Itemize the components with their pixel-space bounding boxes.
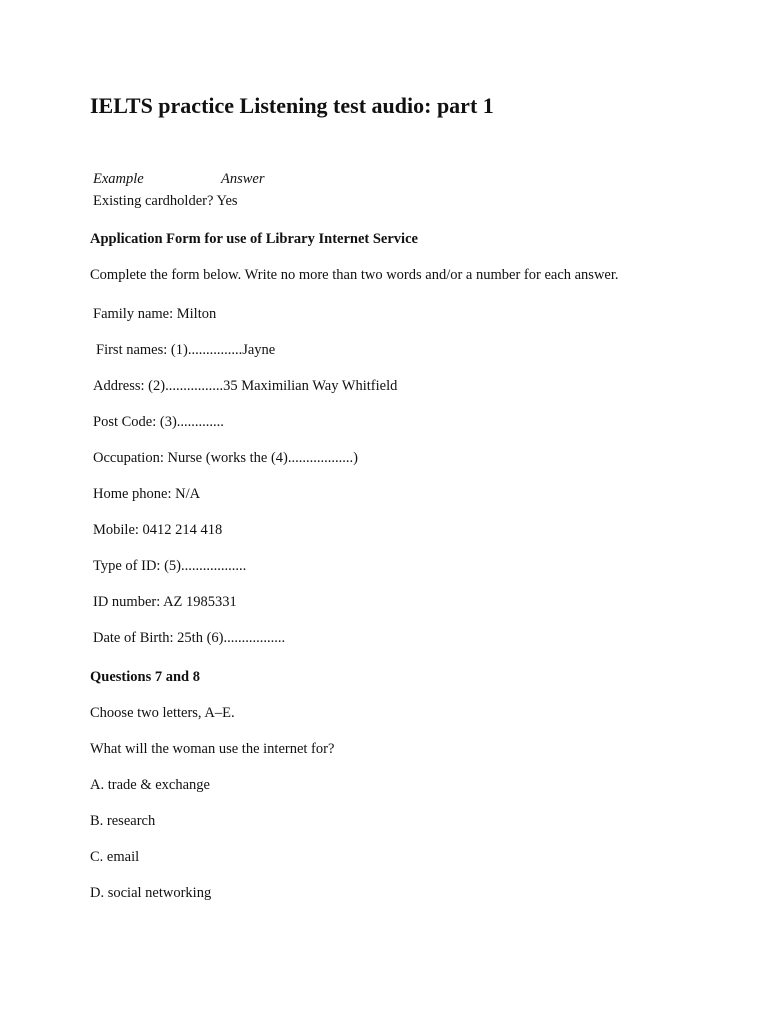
option-d: D. social networking <box>90 885 212 901</box>
example-line: Existing cardholder? Yes <box>93 193 238 209</box>
field-occupation: Occupation: Nurse (works the (4)..................) <box>93 450 358 466</box>
field-date-of-birth: Date of Birth: 25th (6)................. <box>93 630 286 646</box>
field-type-of-id: Type of ID: (5).................. <box>93 558 247 574</box>
option-a: A. trade & exchange <box>90 777 210 793</box>
instructions: Complete the form below. Write no more than two words and/or a number for each answer. <box>90 267 619 283</box>
questions-instruction: Choose two letters, A–E. <box>90 705 235 721</box>
example-label: Example <box>93 171 144 187</box>
questions-prompt: What will the woman use the internet for? <box>90 741 335 757</box>
form-heading: Application Form for use of Library Internet Service <box>90 231 418 247</box>
field-mobile: Mobile: 0412 214 418 <box>93 522 223 538</box>
page-title: IELTS practice Listening test audio: part 1 <box>90 93 494 118</box>
field-post-code: Post Code: (3)............. <box>93 414 224 430</box>
field-family-name: Family name: Milton <box>93 306 217 322</box>
field-id-number: ID number: AZ 1985331 <box>93 594 237 610</box>
field-address: Address: (2)................35 Maximilian Way Whitfield <box>93 378 398 394</box>
questions-heading: Questions 7 and 8 <box>90 669 200 685</box>
option-b: B. research <box>90 813 156 829</box>
option-c: C. email <box>90 849 140 865</box>
field-home-phone: Home phone: N/A <box>93 486 201 502</box>
field-first-names: First names: (1)...............Jayne <box>96 342 276 358</box>
answer-label: Answer <box>221 171 265 187</box>
